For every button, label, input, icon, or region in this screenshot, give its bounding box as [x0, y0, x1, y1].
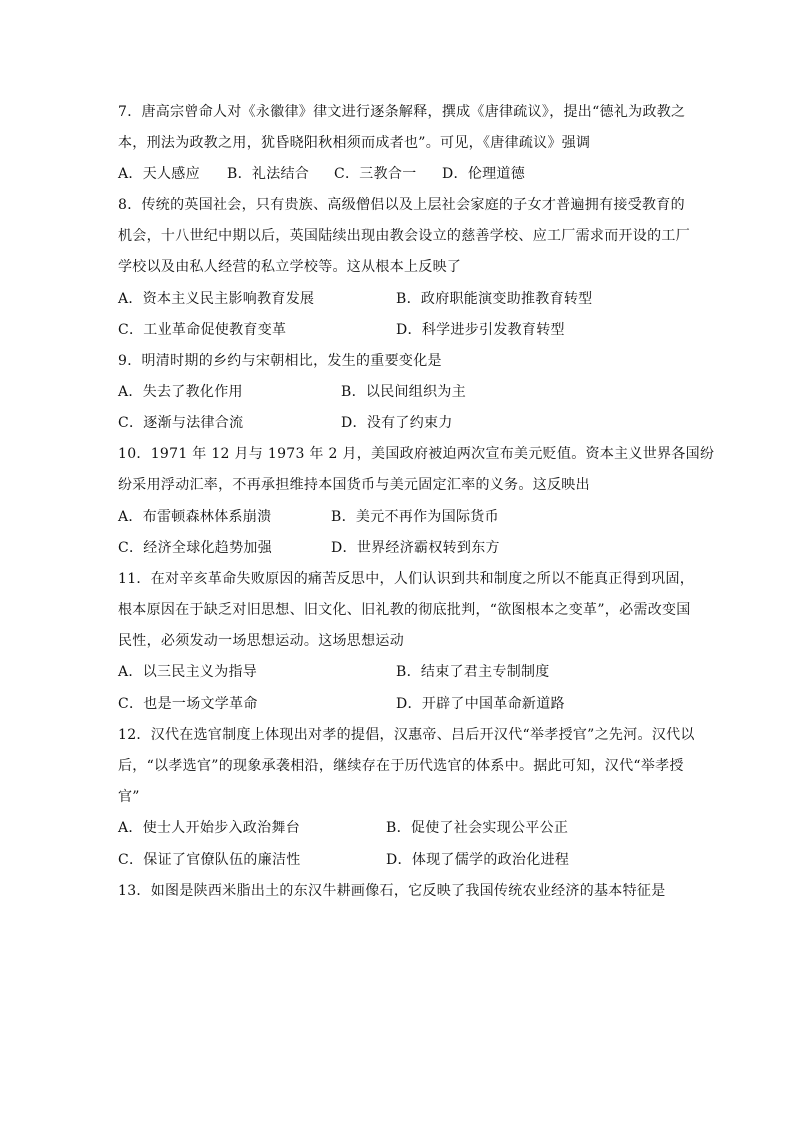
option-c[interactable]: C．工业革命促使教育变革 — [118, 322, 287, 338]
option-b[interactable]: B．美元不再作为国际货币 — [331, 509, 499, 525]
option-a[interactable]: A．资本主义民主影响教育发展 — [118, 291, 315, 307]
option-a[interactable]: A．布雷顿森林体系崩溃 — [118, 509, 272, 525]
option-a[interactable]: A．天人感应 — [118, 166, 200, 182]
option-c[interactable]: C．保证了官僚队伍的廉洁性 — [118, 852, 301, 868]
option-a[interactable]: A．以三民主义为指导 — [118, 664, 258, 680]
question-text-line: 13．如图是陕西米脂出土的东汉牛耕画像石，它反映了我国传统农业经济的基本特征是 — [118, 883, 666, 899]
question-text-line: 本，刑法为政教之用，犹昏晓阳秋相须而成者也”。可见，《唐律疏议》强调 — [118, 135, 591, 151]
option-b[interactable]: B．政府职能演变助推教育转型 — [396, 291, 593, 307]
option-d[interactable]: D．伦理道德 — [442, 166, 526, 182]
question-text-line: 8．传统的英国社会，只有贵族、高级僧侣以及上层社会家庭的子女才普遍拥有接受教育的 — [118, 197, 685, 213]
question-text-line: 学校以及由私人经营的私立学校等。这从根本上反映了 — [118, 259, 462, 275]
question-text-line: 9．明清时期的乡约与宋朝相比，发生的重要变化是 — [118, 353, 442, 369]
question-text-line: 11．在对辛亥革命失败原因的痛苦反思中，人们认识到共和制度之所以不能真正得到巩固， — [118, 571, 695, 587]
option-c[interactable]: C．逐渐与法律合流 — [118, 415, 244, 431]
option-d[interactable]: D．科学进步引发教育转型 — [396, 322, 565, 338]
option-a[interactable]: A．使士人开始步入政治舞台 — [118, 820, 301, 836]
option-b[interactable]: B．结束了君主专制制度 — [396, 664, 550, 680]
option-c[interactable]: C．三教合一 — [334, 166, 417, 182]
option-c[interactable]: C．也是一场文学革命 — [118, 696, 258, 712]
question-text-line: 10．1971 年 12 月与 1973 年 2 月，美国政府被迫两次宣布美元贬值。资本主义世界各国纷 — [118, 446, 715, 462]
option-d[interactable]: D．世界经济霸权转到东方 — [331, 540, 500, 556]
option-d[interactable]: D．体现了儒学的政治化进程 — [386, 852, 570, 868]
question-text-line: 机会，十八世纪中期以后，英国陆续出现由教会设立的慈善学校、应工厂需求而开设的工厂 — [118, 228, 690, 244]
question-text-line: 12．汉代在选官制度上体现出对孝的提倡，汉惠帝、吕后开汉代“举孝授官”之先河。汉代以 — [118, 727, 695, 743]
option-d[interactable]: D．开辟了中国革命新道路 — [396, 696, 565, 712]
question-text-line: 7．唐高宗曾命人对《永徽律》律文进行逐条解释，撰成《唐律疏议》，提出“德礼为政教之 — [118, 104, 686, 120]
question-text-line: 纷采用浮动汇率，不再承担维持本国货币与美元固定汇率的义务。这反映出 — [118, 477, 590, 493]
option-a[interactable]: A．失去了教化作用 — [118, 384, 243, 400]
question-text-line: 根本原因在于缺乏对旧思想、旧文化、旧礼教的彻底批判，“欲图根本之变革”，必需改变国 — [118, 602, 691, 618]
option-b[interactable]: B．礼法结合 — [227, 166, 310, 182]
option-d[interactable]: D．没有了约束力 — [341, 415, 453, 431]
question-text-line: 民性，必须发动一场思想运动。这场思想运动 — [118, 633, 404, 649]
option-c[interactable]: C．经济全球化趋势加强 — [118, 540, 273, 556]
question-text-line: 官” — [118, 789, 140, 805]
option-b[interactable]: B．促使了社会实现公平公正 — [386, 820, 569, 836]
option-b[interactable]: B．以民间组织为主 — [341, 384, 466, 400]
question-text-line: 后，“以孝选官”的现象承袭相沿，继续存在于历代选官的体系中。据此可知，汉代“举孝授 — [118, 758, 684, 774]
